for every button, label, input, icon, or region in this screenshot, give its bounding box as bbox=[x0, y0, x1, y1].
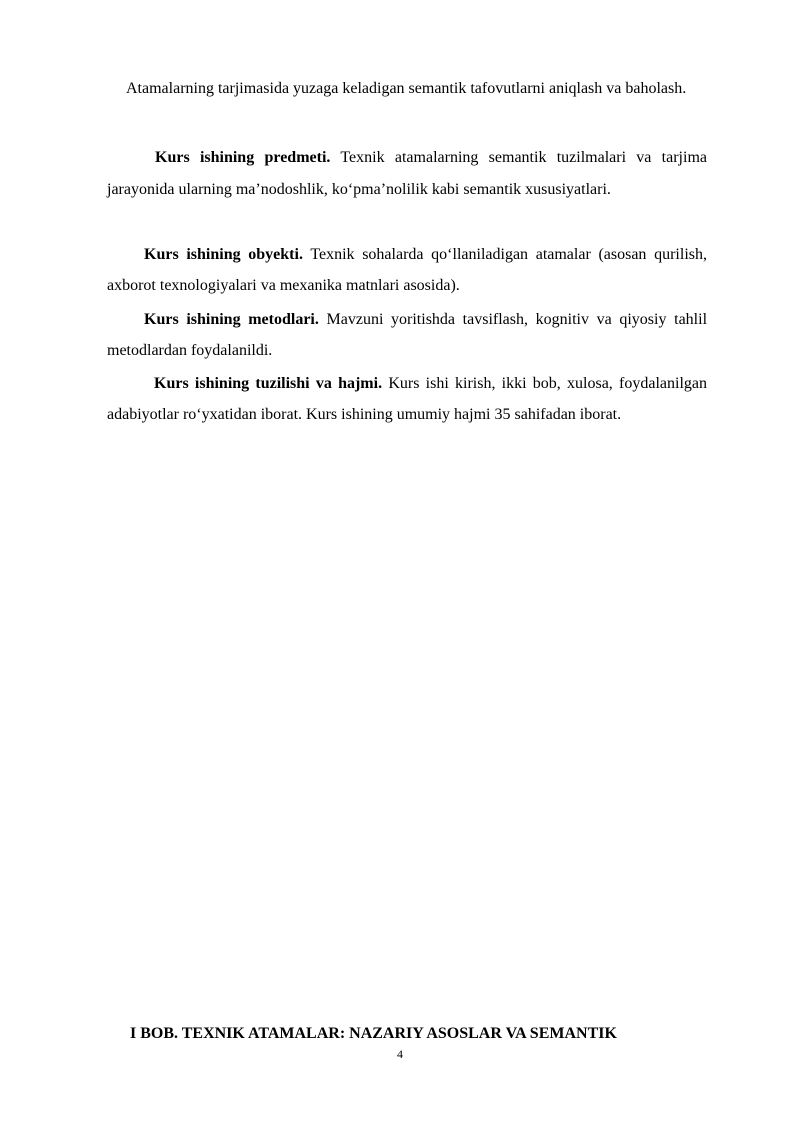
intro-text: Atamalarning tarjimasida yuzaga keladigan semantik tafovutlarni aniqlash va baholash. bbox=[126, 80, 687, 97]
subject-text: Texnik atamalarning semantik tuzilmalari va tarjima jarayonida ularning ma’nodoshlik, ko‘pma’nolilik kabi semantik xususiyatlari. bbox=[107, 149, 707, 198]
structure-label: Kurs ishining tuzilishi va hajmi. bbox=[154, 375, 383, 392]
methods-label: Kurs ishining metodlari. bbox=[144, 311, 319, 328]
subject-label: Kurs ishining predmeti. bbox=[155, 149, 331, 166]
chapter-heading: I BOB. TEXNIK ATAMALAR: NAZARIY ASOSLAR VA SEMANTIK bbox=[130, 1025, 617, 1042]
intro-paragraph bbox=[95, 73, 732, 104]
object-text: Texnik sohalarda qo‘llaniladigan atamalar (asosan qurilish, axborot texnologiyalari va mexanika matnlari asosida). bbox=[107, 246, 707, 294]
methods-paragraph bbox=[107, 304, 707, 366]
structure-paragraph bbox=[107, 368, 707, 430]
object-label: Kurs ishining obyekti. bbox=[144, 246, 303, 263]
methods-text: Mavzuni yoritishda tavsiflash, kognitiv va qiyosiy tahlil metodlardan foydalanildi. bbox=[107, 311, 708, 359]
object-paragraph bbox=[107, 239, 707, 301]
page-number: 4 bbox=[397, 1047, 403, 1061]
subject-paragraph bbox=[107, 142, 707, 206]
structure-text: Kurs ishi kirish, ikki bob, xulosa, foydalanilgan adabiyotlar ro‘yxatidan iborat. Kurs ishining umumiy hajmi 35 sahifadan iborat. bbox=[107, 375, 707, 423]
